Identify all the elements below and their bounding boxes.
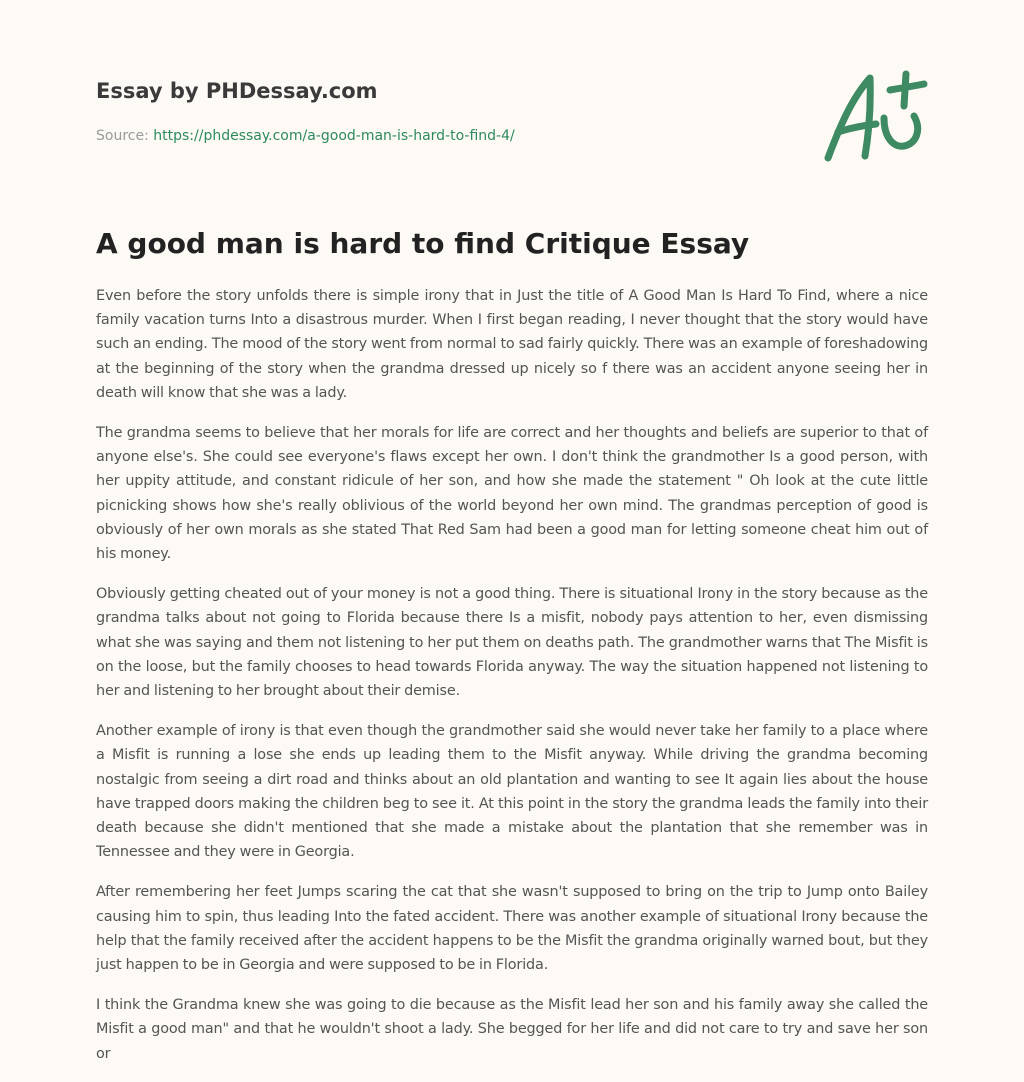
essay-paragraph: Even before the story unfolds there is simple irony that in Just the title of A Good Man Is Hard To Find, where a nice family vacation turns Into a disastrous murder. When I first began reading, I never thought that the story would have such an ending. The mood of the story went from normal to sad fairly quickly. There was an example of foreshadowing at the beginning of the story when the grandma dressed up nicely so f there was an accident anyone seeing her in death will know that she was a lady. [96, 288, 928, 401]
essay-paragraph: The grandma seems to believe that her morals for life are correct and her thoughts and beliefs are superior to that of anyone else's. She could see everyone's flaws except her own. I don't think the grandmother Is a good person, with her uppity attitude, and constant ridicule of her son, and how she made the statement " Oh look at the cute little picnicking shows how she's really oblivious of the world beyond her own mind. The grandmas perception of good is obviously of her own morals as she stated That Red Sam had been a good man for letting someone cheat him out of his money. [96, 425, 928, 563]
essay-paragraph: Another example of irony is that even though the grandmother said she would never take her family to a place where a Misfit is running a lose she ends up leading them to the Misfit anyway. While driving the grandma becoming nostalgic from seeing a dirt road and thinks about an old plantation and wanting to see It again lies about the house have trapped doors making the children beg to see it. At this point in the story the grandma leads the family into their death because she didn't mentioned that she made a mistake about the plantation that she remember was in Tennessee and they were in Georgia. [96, 723, 928, 861]
source-link[interactable]: https://phdessay.com/a-good-man-is-hard-to-find-4/ [153, 128, 515, 144]
essay-paragraph: I think the Grandma knew she was going to die because as the Misfit lead her son and his family away she called the Misfit a good man" and that he wouldn't shoot a lady. She begged for her life and did not care to try and save her son or [96, 997, 928, 1062]
essay-title: A good man is hard to find Critique Essay [96, 227, 750, 260]
source-label: Source: [96, 128, 149, 144]
essay-body [96, 284, 928, 1082]
a-plus-grade-icon [818, 66, 934, 166]
essay-paragraph: Obviously getting cheated out of your money is not a good thing. There is situational Irony in the story because as the grandma talks about not going to Florida because there Is a misfit, nobody pays attention to her, even dismissing what she was saying and them not listening to her put them on deaths path. The grandmother warns that The Misfit is on the loose, but the family chooses to head towards Florida anyway. The way the situation happened not listening to her and listening to her brought about their demise. [96, 586, 928, 700]
site-header [96, 76, 796, 146]
essay-paragraph: After remembering her feet Jumps scaring the cat that she wasn't supposed to bring on the trip to Jump onto Bailey causing him to spin, thus leading Into the fated accident. There was another example of situational Irony because the help that the family received after the accident happens to be the Misfit the grandma originally warned bout, but they just happen to be in Georgia and were supposed to be in Florida. [96, 884, 928, 974]
brand-title: Essay by PHDessay.com [96, 79, 378, 103]
source-line [96, 126, 796, 146]
